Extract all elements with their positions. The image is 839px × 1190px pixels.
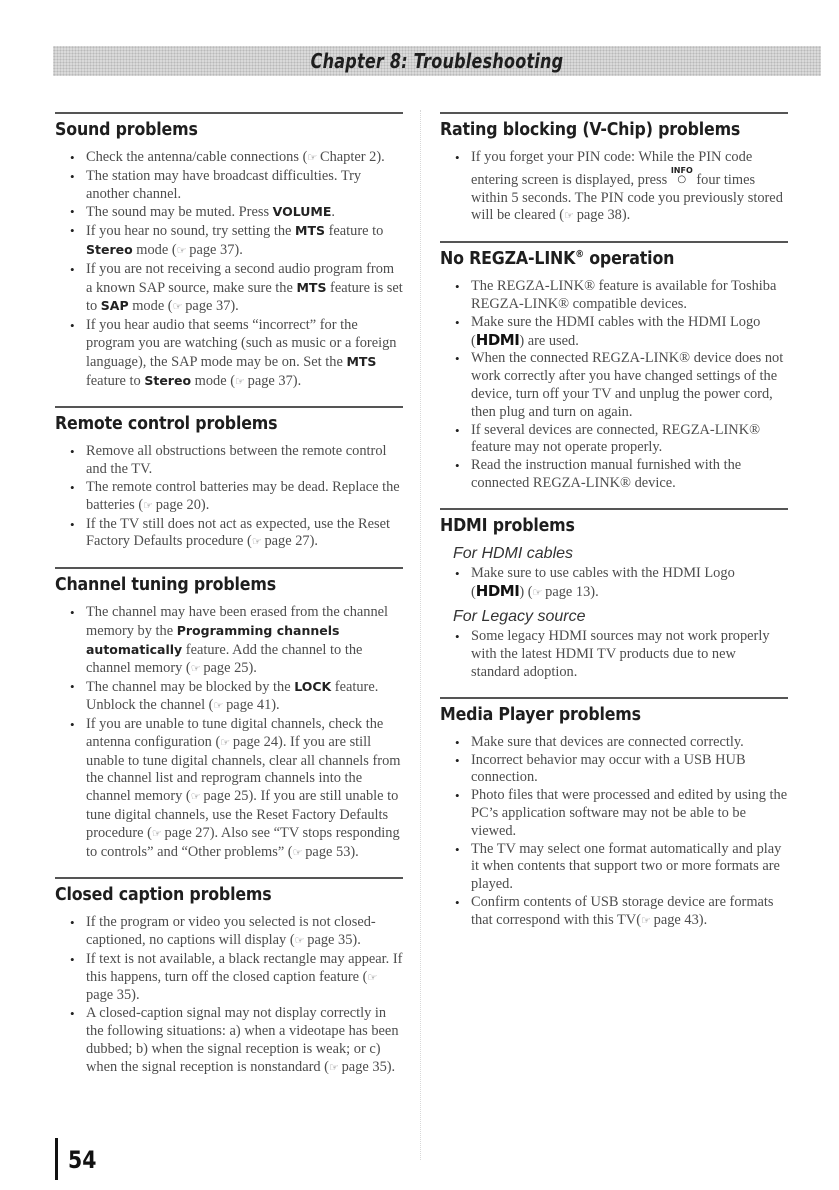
- keyword: SAP: [100, 298, 129, 314]
- section-channel-tuning-problems: [55, 567, 403, 862]
- subsection-title: For Legacy source: [453, 608, 586, 626]
- list-item: • Make sure that devices are connected correctly.: [440, 734, 788, 752]
- list-item: • Make sure to use cables with the HDMI Logo (HDMI) (☞ page 13).: [440, 565, 788, 603]
- info-button-icon: INFO ○: [670, 165, 693, 185]
- pointing-hand-icon: ☞: [213, 700, 227, 713]
- pointing-hand-icon: ☞: [292, 846, 306, 859]
- section-title: Channel tuning problems: [55, 574, 276, 596]
- bullet-list: [55, 443, 403, 552]
- keyword: VOLUME: [272, 204, 332, 220]
- list-item: • If you forget your PIN code: While the PIN code entering screen is displayed, press INFO ○ four times within 5 seconds. The PIN code you previously stored will be cleared (☞ page 38).: [440, 149, 788, 226]
- pointing-hand-icon: ☞: [564, 210, 577, 223]
- section-media-player-problems: [440, 697, 788, 931]
- pointing-hand-icon: ☞: [151, 827, 165, 840]
- page-number-bar: [55, 1138, 58, 1180]
- list-item: • If you are not receiving a second audio program from a known SAP source, make sure the MTS feature is set to SAP mode (☞ page 37).: [55, 261, 403, 317]
- list-item: • If the program or video you selected is not closed-captioned, no captions will display (☞ page 35).: [55, 914, 403, 951]
- list-item: • The channel may be blocked by the LOCK feature. Unblock the channel (☞ page 41).: [55, 678, 403, 716]
- pointing-hand-icon: ☞: [143, 499, 156, 512]
- section-title: Rating blocking (V-Chip) problems: [440, 119, 741, 140]
- section-closed-caption-problems: [55, 877, 403, 1077]
- column-divider: [420, 110, 421, 1160]
- list-item: • The sound may be muted. Press VOLUME.: [55, 203, 403, 222]
- keyword: Stereo: [86, 241, 133, 257]
- pointing-hand-icon: ☞: [190, 791, 204, 804]
- keyword: Programming channels automatically: [86, 622, 340, 657]
- section-title: Closed caption problems: [55, 884, 272, 906]
- keyword: MTS: [295, 223, 325, 239]
- keyword: MTS: [296, 279, 327, 295]
- list-item: • The REGZA-LINK® feature is available for Toshiba REGZA-LINK® compatible devices.: [440, 278, 788, 314]
- pointing-hand-icon: ☞: [307, 152, 320, 164]
- keyword: MTS: [346, 353, 377, 369]
- list-item: • Remove all obstructions between the remote control and the TV.: [55, 443, 403, 479]
- list-item: • If text is not available, a black rectangle may appear. If this happens, turn off the closed caption feature (☞ page 35).: [55, 951, 403, 1005]
- chapter-banner: [53, 46, 821, 76]
- pointing-hand-icon: ☞: [251, 536, 265, 549]
- subsection-title: For HDMI cables: [453, 544, 574, 562]
- section-title: Sound problems: [55, 119, 198, 140]
- bullet-list: [440, 734, 788, 931]
- section-title: Media Player problems: [440, 703, 641, 725]
- hdmi-logo-icon: HDMI: [475, 581, 520, 600]
- list-item: • Check the antenna/cable connections (☞ Chapter 2).: [55, 149, 403, 168]
- pointing-hand-icon: ☞: [176, 244, 190, 257]
- list-item: • Some legacy HDMI sources may not work properly with the latest HDMI TV products due to new standard adoption.: [440, 628, 788, 681]
- section-hdmi-problems: [440, 508, 788, 682]
- pointing-hand-icon: ☞: [235, 375, 248, 388]
- bullet-list: [55, 149, 403, 391]
- list-item: • If several devices are connected, REGZA-LINK® feature may not operate properly.: [440, 422, 788, 458]
- pointing-hand-icon: ☞: [328, 1061, 342, 1074]
- list-item: • If the TV still does not act as expected, use the Reset Factory Defaults procedure (☞ page 27).: [55, 516, 403, 553]
- section-title: Remote control problems: [55, 413, 278, 435]
- list-item: • If you hear audio that seems “incorrect” for the program you are watching (such as music or a foreign language), the SAP mode may be on. Set the MTS feature to Stereo mode (☞ page 37).: [55, 317, 403, 391]
- list-item: • Incorrect behavior may occur with a USB HUB connection.: [440, 752, 788, 788]
- list-item: • Confirm contents of USB storage device are formats that correspond with this TV(☞ page 43).: [440, 894, 788, 931]
- pointing-hand-icon: ☞: [190, 662, 204, 675]
- list-item: • If you hear no sound, try setting the MTS feature to Stereo mode (☞ page 37).: [55, 222, 403, 261]
- list-item: • A closed-caption signal may not display correctly in the following situations: a) when a videotape has been dubbed; b) when the signal reception is weak; or c) when the signal reception is nonstandard (☞ page 35).: [55, 1005, 403, 1077]
- section-no-regza-link-operation: [440, 241, 788, 493]
- bullet-list: [440, 565, 788, 603]
- bullet-list: [440, 628, 788, 681]
- keyword: LOCK: [294, 679, 332, 695]
- list-item: • The channel may have been erased from the channel memory by the Programming channels automatically feature. Add the channel to the channel memory (☞ page 25).: [55, 604, 403, 678]
- bullet-list: [440, 278, 788, 493]
- list-item: • Photo files that were processed and edited by using the PC’s application software may not be able to be viewed.: [440, 787, 788, 840]
- pointing-hand-icon: ☞: [367, 971, 378, 984]
- pointing-hand-icon: ☞: [172, 301, 186, 314]
- hdmi-logo-icon: HDMI: [475, 330, 520, 349]
- list-item: • Make sure the HDMI cables with the HDMI Logo (HDMI) are used.: [440, 314, 788, 351]
- keyword: Stereo: [144, 372, 192, 388]
- pointing-hand-icon: ☞: [294, 935, 308, 948]
- section-title: HDMI problems: [440, 514, 575, 536]
- list-item: • The remote control batteries may be dead. Replace the batteries (☞ page 20).: [55, 479, 403, 516]
- pointing-hand-icon: ☞: [220, 736, 233, 749]
- section-rating-blocking-problems: [440, 112, 788, 226]
- right-column: [440, 112, 788, 946]
- page-number: 54: [68, 1146, 97, 1174]
- pointing-hand-icon: ☞: [532, 586, 546, 599]
- list-item: • The TV may select one format automatically and play it when contents that support two or more formats are played.: [440, 841, 788, 894]
- chapter-title: Chapter 8: Troubleshooting: [310, 49, 564, 73]
- list-item: • Read the instruction manual furnished with the connected REGZA-LINK® device.: [440, 457, 788, 493]
- bullet-list: [440, 149, 788, 226]
- section-sound-problems: [55, 112, 403, 391]
- section-remote-control-problems: [55, 406, 403, 552]
- pointing-hand-icon: ☞: [641, 914, 654, 927]
- left-column: [55, 112, 403, 1092]
- list-item: • When the connected REGZA-LINK® device does not work correctly after you have changed settings of the device, turn off your TV and unplug the power cord, then plug and turn on again.: [440, 350, 788, 421]
- bullet-list: [55, 914, 403, 1077]
- bullet-list: [55, 604, 403, 862]
- list-item: • If you are unable to tune digital channels, check the antenna configuration (☞ page 24). If you are still unable to tune digital channels, clear all channels from the channel list and reprogram channels into the channel memory (☞ page 25). If you are still unable to tune digital channels, use the Reset Factory Defaults procedure (☞ page 27). Also see “TV stops responding to controls” and “Other problems” (☞ page 53).: [55, 716, 403, 862]
- list-item: • The station may have broadcast difficulties. Try another channel.: [55, 168, 403, 204]
- section-title: No REGZA-LINK® operation: [440, 248, 675, 270]
